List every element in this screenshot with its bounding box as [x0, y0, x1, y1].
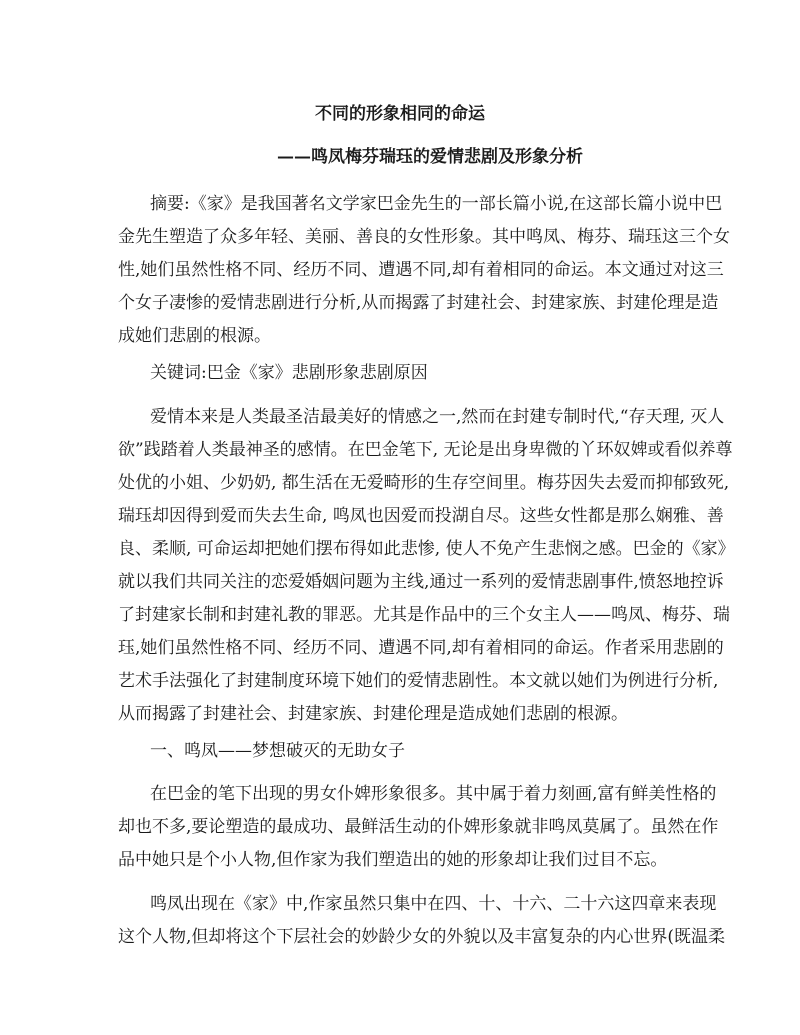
- section-heading: 一、鸣凤——梦想破灭的无助女子: [150, 741, 405, 761]
- intro-line: 欲”践踏着人类最神圣的感情。在巴金笔下, 无论是出身卑微的丫环奴婢或看似养尊: [118, 440, 733, 460]
- intro-line: 艺术手法强化了封建制度环境下她们的爱情悲剧性。本文就以她们为例进行分析,: [118, 671, 719, 691]
- section-paragraph-line: 品中她只是个小人物,但作家为我们塑造出的她的形象却让我们过目不忘。: [118, 850, 668, 870]
- abstract-line: 金先生塑造了众多年轻、美丽、善良的女性形象。其中鸣凤、梅芬、瑞珏这三个女: [118, 227, 730, 247]
- intro-line: 处优的小姐、少奶奶, 都生活在无爱畸形的生存空间里。梅芬因失去爱而抑郁致死,: [118, 473, 730, 493]
- abstract-line: 摘要:《家》是我国著名文学家巴金先生的一部长篇小说,在这部长篇小说中巴: [150, 194, 723, 214]
- document-subtitle: ——鸣凤梅芬瑞珏的爱情悲剧及形象分析: [277, 147, 583, 167]
- section-paragraph-line: 这个人物,但却将这个下层社会的妙龄少女的外貌以及丰富复杂的内心世界(既温柔: [118, 927, 726, 947]
- section-paragraph-line: 在巴金的笔下出现的男女仆婢形象很多。其中属于着力刻画,富有鲜美性格的: [150, 784, 717, 804]
- section-paragraph-line: 鸣凤出现在《家》中,作家虽然只集中在四、十、十六、二十六这四章来表现: [150, 894, 717, 914]
- abstract-line: 个女子凄惨的爱情悲剧进行分析,从而揭露了封建社会、封建家族、封建伦理是造: [118, 293, 719, 313]
- intro-line: 珏,她们虽然性格不同、经历不同、遭遇不同,却有着相同的命运。作者采用悲剧的: [118, 638, 724, 658]
- intro-line: 良、柔顺, 可命运却把她们摆布得如此悲惨, 使人不免产生悲悯之感。巴金的《家》: [118, 539, 735, 559]
- intro-line: 了封建家长制和封建礼教的罪恶。尤其是作品中的三个女主人——鸣凤、梅芬、瑞: [118, 605, 730, 625]
- abstract-line: 性,她们虽然性格不同、经历不同、遭遇不同,却有着相同的命运。本文通过对这三: [118, 260, 724, 280]
- intro-line: 瑞珏却因得到爱而失去生命, 鸣凤也因爱而投湖自尽。这些女性都是那么娴雅、善: [118, 506, 724, 526]
- intro-line: 就以我们共同关注的恋爱婚姻问题为主线,通过一系列的爱情悲剧事件,愤怒地控诉: [118, 572, 724, 592]
- keywords-line: 关键词:巴金《家》悲剧形象悲剧原因: [150, 363, 428, 383]
- abstract-line: 成她们悲剧的根源。: [118, 326, 271, 346]
- section-paragraph-line: 却也不多,要论塑造的最成功、最鲜活生动的仆婢形象就非鸣凤莫属了。虽然在作: [118, 817, 719, 837]
- intro-line: 爱情本来是人类最圣洁最美好的情感之一,然而在封建专制时代,“存天理, 灭人: [150, 407, 725, 427]
- document-title: 不同的形象相同的命运: [315, 104, 485, 124]
- intro-line: 从而揭露了封建社会、封建家族、封建伦理是造成她们悲剧的根源。: [118, 704, 628, 724]
